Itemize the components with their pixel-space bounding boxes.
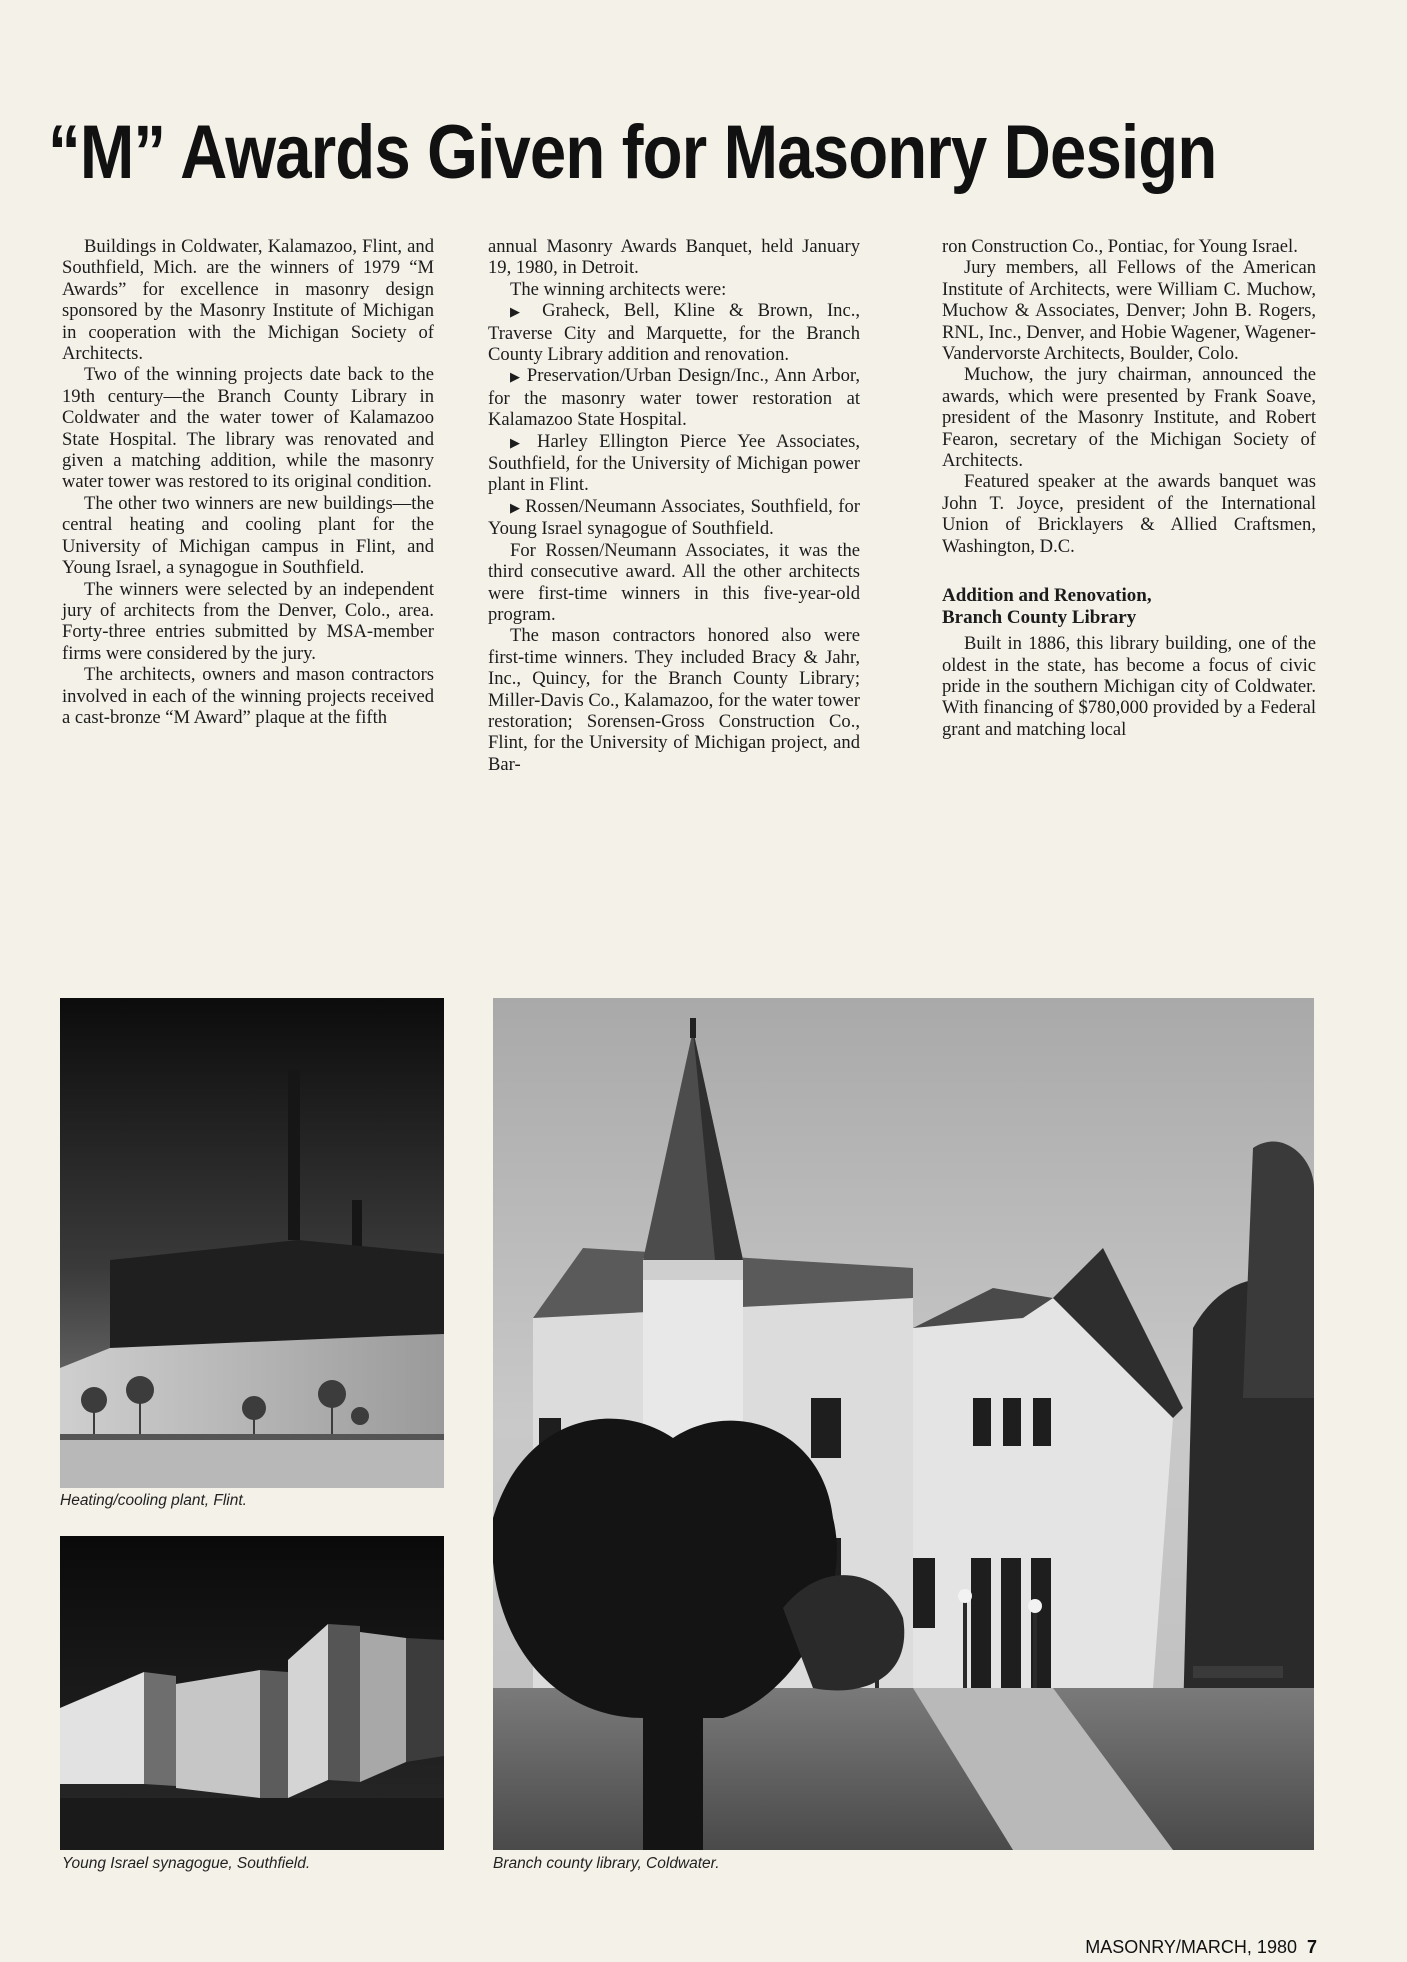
- section-subhead: Addition and Renovation, Branch County Library: [942, 585, 1152, 629]
- triangle-bullet-icon: [510, 300, 542, 321]
- paragraph: Buildings in Coldwater, Kalamazoo, Flint, and Southfield, Mich. are the winners of 1979 “M Awards” for excellence in masonry design sponsored by the Masonry Institute of Michigan in cooperation with the Michigan Society of Architects.: [62, 236, 434, 365]
- paragraph: ron Construction Co., Pontiac, for Young Israel.: [942, 236, 1298, 257]
- plant-photo: [60, 998, 444, 1488]
- architect-list-item: ▶ Preservation/Urban Design/Inc., Ann Arbor, for the masonry water tower restoration at Kalamazoo State Hospital.: [488, 365, 860, 430]
- paragraph: Built in 1886, this library building, one of the oldest in the state, has become a focus of civic pride in the southern Michigan city of Coldwater. With financing of $780,000 provided by a Federal grant and matching local: [942, 633, 1316, 740]
- text-column-1: [62, 236, 434, 728]
- page-footer: [1085, 1937, 1317, 1958]
- paragraph: annual Masonry Awards Banquet, held January 19, 1980, in Detroit.: [488, 236, 860, 279]
- paragraph: The winning architects were:: [510, 278, 727, 300]
- synagogue-photo: [60, 1536, 444, 1850]
- text-column-2: [488, 236, 860, 775]
- paragraph: Muchow, the jury chairman, announced the awards, which were presented by Frank Soave, president of the Masonry Institute, and Robert Fearon, secretary of the Michigan Society of Architects.: [942, 364, 1316, 472]
- article-title: “M” Awards Given for Masonry Design: [48, 110, 1217, 195]
- synagogue-photo-caption: Young Israel synagogue, Southfield.: [62, 1855, 311, 1872]
- triangle-bullet-icon: [510, 365, 527, 386]
- paragraph: The other two winners are new buildings—the central heating and cooling plant for the University of Michigan campus in Flint, and Young Israel, a synagogue in Southfield.: [62, 492, 434, 579]
- paragraph: Jury members, all Fellows of the American Institute of Architects, were William C. Muchow, Muchow & Associates, Denver; John B. Rogers, RNL, Inc., Denver, and Hobie Wagener, Wagener-Vandervorste Architects, Boulder, Colo.: [942, 257, 1316, 365]
- library-photo-caption: Branch county library, Coldwater.: [493, 1855, 720, 1872]
- paragraph: For Rossen/Neumann Associates, it was the third consecutive award. All the other architects were first-time winners in this five-year-old program.: [488, 539, 860, 625]
- architect-list-item: ▶ Harley Ellington Pierce Yee Associates, Southfield, for the University of Michigan power plant in Flint.: [488, 431, 860, 496]
- page-number: 7: [1306, 1937, 1317, 1957]
- paragraph: The mason contractors honored also were first-time winners. They included Bracy & Jahr, Inc., Quincy, for the Branch County Library; Miller-Davis Co., Kalamazoo, for the water tower restoration; Sorensen-Gross Construction Co., Flint, for the University of Michigan project, and Bar-: [488, 625, 860, 775]
- architect-list-item: ▶ Rossen/Neumann Associates, Southfield, for Young Israel synagogue of Southfield.: [488, 496, 860, 540]
- text-column-3: [942, 236, 1316, 740]
- library-photo: [493, 998, 1314, 1850]
- paragraph: The winners were selected by an independent jury of architects from the Denver, Colo., area. Forty-three entries submitted by MSA-member firms were considered by the jury.: [62, 578, 434, 664]
- paragraph: The architects, owners and mason contractors involved in each of the winning projects received a cast-bronze “M Award” plaque at the fifth: [62, 664, 434, 728]
- triangle-bullet-icon: [510, 496, 525, 517]
- running-head: MASONRY/MARCH, 1980: [1085, 1937, 1297, 1957]
- paragraph: Two of the winning projects date back to the 19th century—the Branch County Library in Coldwater and the water tower of Kalamazoo State Hospital. The library was renovated and given a matching addition, while the masonry water tower was restored to its original condition.: [62, 364, 434, 493]
- architect-list-item: ▶ Graheck, Bell, Kline & Brown, Inc., Traverse City and Marquette, for the Branch County Library addition and renovation.: [488, 300, 860, 365]
- triangle-bullet-icon: [510, 431, 537, 452]
- plant-photo-caption: Heating/cooling plant, Flint.: [60, 1492, 247, 1509]
- paragraph: Featured speaker at the awards banquet was John T. Joyce, president of the International Union of Bricklayers & Allied Craftsmen, Washington, D.C.: [942, 471, 1316, 557]
